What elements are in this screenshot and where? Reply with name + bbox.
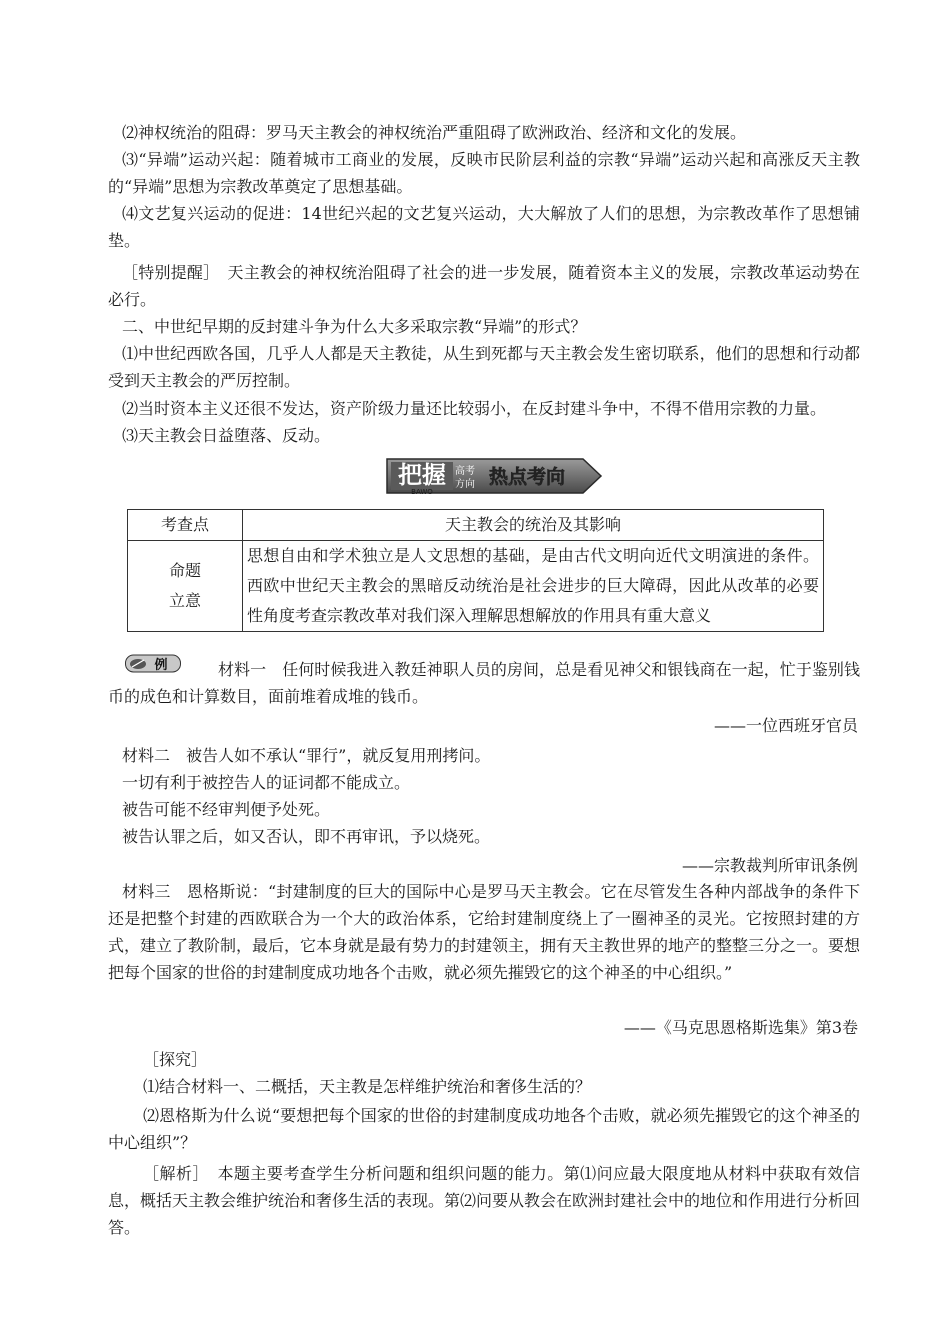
material-2-line-3: 被告可能不经审判便予处死。	[122, 800, 331, 819]
table-label-intent: 命题 立意	[128, 541, 243, 632]
table-intent-value: 思想自由和学术独立是人文思想的基础，是由古代文明向近代文明演进的条件。西欧中世纪天主教会的黑暗反动统治是社会进步的巨大障碍，因此从改革的必要性角度考查宗教改革对我们深入理解思想解放的作用具有重大意义	[243, 541, 824, 632]
banner-right-text: 热点考向	[488, 466, 566, 488]
paragraph-item-4: ⑷文艺复兴运动的促进：14世纪兴起的文艺复兴运动，大大解放了人们的思想，为宗教改革作了思想铺垫。	[108, 204, 860, 250]
explore-tag: ［探究］	[143, 1050, 208, 1069]
material-2-source: ——宗教裁判所审讯条例	[681, 856, 858, 875]
table-row	[128, 541, 824, 632]
banner-small-bottom: 方向	[455, 479, 475, 490]
paragraph-item-2: ⑵神权统治的阻碍：罗马天主教会的神权统治严重阻碍了欧洲政治、经济和文化的发展。	[122, 123, 747, 142]
material-2-line-4: 被告认罪之后，如又否认，即不再审讯，予以烧死。	[122, 827, 491, 846]
material-1: 材料一 任何时候我进入教廷神职人员的房间，总是看见神父和银钱商在一起，忙于鉴别钱币的成色和计算数目，面前堆着成堆的钱币。	[108, 660, 860, 706]
exam-point-table	[127, 509, 824, 632]
material-1-source: ——一位西班牙官员	[713, 716, 858, 735]
paragraph-item-3: ⑶“异端”运动兴起：随着城市工商业的发展，反映市民阶层利益的宗教“异端”运动兴起和高涨反天主教的“异端”思想为宗教改革奠定了思想基础。	[108, 150, 860, 196]
example-badge-label: 例	[154, 658, 168, 673]
banner-pinyin: BAWO	[411, 488, 433, 496]
table-label-exam-point: 考查点	[128, 510, 243, 541]
section-2-item-3: ⑶天主教会日益堕落、反动。	[122, 426, 331, 445]
question-1: ⑴结合材料一、二概括，天主教是怎样维护统治和奢侈生活的？	[143, 1077, 592, 1096]
section-2-item-2: ⑵当时资本主义还很不发达，资产阶级力量还比较弱小，在反封建斗争中，不得不借用宗教的力量。	[122, 399, 827, 418]
analysis: ［解析］ 本题主要考查学生分析问题和组织问题的能力。第⑴问应最大限度地从材料中获取有效信息，概括天主教会维护统治和奢侈生活的表现。第⑵问要从教会在欧洲封建社会中的地位和作用进行分析回答。	[108, 1164, 861, 1237]
question-2: ⑵恩格斯为什么说“要想把每个国家的世俗的封建制度成功地各个击败，就必须先摧毁它的这个神圣的中心组织”？	[108, 1106, 860, 1152]
material-2-line-2: 一切有利于被控告人的证词都不能成立。	[122, 773, 411, 792]
material-3: 材料三 恩格斯说：“封建制度的巨大的国际中心是罗马天主教会。它在尽管发生各种内部战争的条件下还是把整个封建的西欧联合为一个大的政治体系，它给封建制度绕上了一圈神圣的灵光。它按照封建的方式，建立了教阶制，最后，它本身就是最有势力的封建领主，拥有天主教世界的地产的整整三分之一。要想把每个国家的世俗的封建制度成功地各个击败，就必须先摧毁它的这个神圣的中心组织。”	[108, 882, 861, 982]
material-3-source: ——《马克思恩格斯选集》第3卷	[623, 1018, 858, 1037]
banner-small-top: 高考	[455, 466, 475, 477]
hot-topic-banner	[385, 455, 605, 497]
material-2-line-1: 材料二 被告人如不承认“罪行”，就反复用刑拷问。	[122, 746, 491, 765]
banner-main-text: 把握	[398, 461, 446, 489]
table-exam-point-value: 天主教会的统治及其影响	[243, 510, 824, 541]
table-row	[128, 510, 824, 541]
special-reminder: ［特别提醒］ 天主教会的神权统治阻碍了社会的进一步发展，随着资本主义的发展，宗教改革运动势在必行。	[108, 263, 860, 309]
section-2-item-1: ⑴中世纪西欧各国，几乎人人都是天主教徒，从生到死都与天主教会发生密切联系，他们的思想和行动都受到天主教会的严厉控制。	[108, 344, 860, 390]
section-2-title: 二、中世纪早期的反封建斗争为什么大多采取宗教“异端”的形式？	[122, 317, 587, 336]
